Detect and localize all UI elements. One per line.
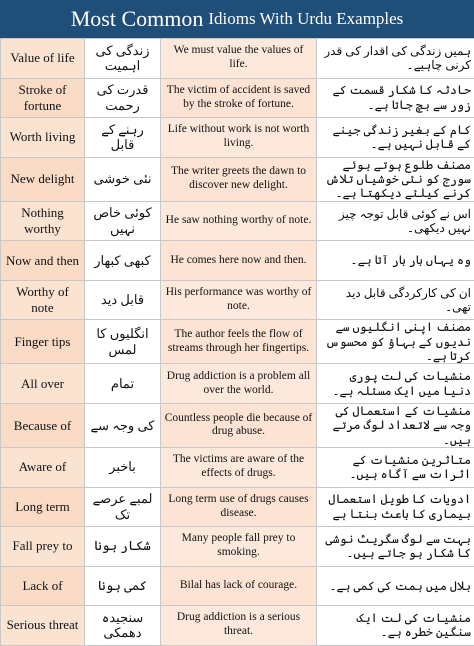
page-title bbox=[0, 0, 474, 38]
urdu-example-cell: حادثہ کا شکار قسمت کے زور سے بچ جاتا ہے۔ bbox=[317, 78, 474, 118]
urdu-example-cell: مصنف اپنی انگلیوں سے ندیوں کے بہاؤ کو محسوس کرتا ہے۔ bbox=[317, 320, 474, 364]
table-row bbox=[1, 403, 474, 447]
english-example-cell: He saw nothing worthy of note. bbox=[161, 201, 317, 241]
urdu-meaning-cell: انگلیوں کا لمس bbox=[85, 320, 161, 364]
table-row bbox=[1, 280, 474, 320]
idiom-cell: Worthy of note bbox=[1, 280, 85, 320]
idiom-cell: All over bbox=[1, 364, 85, 404]
title-main: Most Common bbox=[71, 6, 204, 32]
urdu-meaning-cell: تمام bbox=[85, 364, 161, 404]
idioms-table bbox=[0, 38, 474, 646]
english-example-cell: The victims are aware of the effects of drugs. bbox=[161, 448, 317, 488]
urdu-example-cell: کام کے بغیر زندگی جینے کے قابل نہیں ہے۔ bbox=[317, 118, 474, 158]
urdu-example-cell: وہ یہاں بار بار آتا ہے۔ bbox=[317, 241, 474, 281]
table-row bbox=[1, 606, 474, 646]
urdu-example-cell: متاثرین منشیات کے اثرات سے آگاہ ہیں۔ bbox=[317, 448, 474, 488]
urdu-meaning-cell: کی وجہ سے bbox=[85, 403, 161, 447]
idiom-cell: Now and then bbox=[1, 241, 85, 281]
idiom-cell: Worth living bbox=[1, 118, 85, 158]
english-example-cell: He comes here now and then. bbox=[161, 241, 317, 281]
table-row bbox=[1, 320, 474, 364]
urdu-meaning-cell: قدرت کی رحمت bbox=[85, 78, 161, 118]
urdu-example-cell: منشیات کی لت ایک سنگین خطرہ ہے۔ bbox=[317, 606, 474, 646]
idiom-cell: Aware of bbox=[1, 448, 85, 488]
table-row bbox=[1, 201, 474, 241]
idiom-cell: Long term bbox=[1, 487, 85, 527]
idiom-cell: Lack of bbox=[1, 566, 85, 606]
urdu-example-cell: اس نے کوئی قابل توجہ چیز نہیں دیکھی۔ bbox=[317, 201, 474, 241]
urdu-meaning-cell: باخبر bbox=[85, 448, 161, 488]
table-row bbox=[1, 448, 474, 488]
table-row bbox=[1, 527, 474, 567]
urdu-example-cell: مصنف طلوع ہوتے ہوئے سورج کو نئی خوشیاں تلاش کرنے کیلئے دیکھتا ہے۔ bbox=[317, 157, 474, 201]
table-row bbox=[1, 39, 474, 79]
urdu-example-cell: بہت سے لوگ سگریٹ نوشی کا شکار ہو جاتے ہیں۔ bbox=[317, 527, 474, 567]
urdu-meaning-cell: سنجیدہ دھمکی bbox=[85, 606, 161, 646]
urdu-example-cell: بلال میں ہمت کی کمی ہے۔ bbox=[317, 566, 474, 606]
english-example-cell: Many people fall prey to smoking. bbox=[161, 527, 317, 567]
english-example-cell: Long term use of drugs causes disease. bbox=[161, 487, 317, 527]
urdu-meaning-cell: زندگی کی اہمیت bbox=[85, 39, 161, 79]
title-rest: Idioms With Urdu Examples bbox=[208, 9, 403, 29]
idiom-cell: Serious threat bbox=[1, 606, 85, 646]
english-example-cell: We must value the values of life. bbox=[161, 39, 317, 79]
english-example-cell: His performance was worthy of note. bbox=[161, 280, 317, 320]
urdu-example-cell: ان کی کارکردگی قابل دید تھی۔ bbox=[317, 280, 474, 320]
urdu-meaning-cell: لمبے عرصے تک bbox=[85, 487, 161, 527]
english-example-cell: Countless people die because of drug abuse. bbox=[161, 403, 317, 447]
english-example-cell: Drug addiction is a problem all over the world. bbox=[161, 364, 317, 404]
urdu-example-cell: ہمیں زندگی کی اقدار کی قدر کرنی چاہیے۔ bbox=[317, 39, 474, 79]
table-row bbox=[1, 487, 474, 527]
table-row bbox=[1, 566, 474, 606]
english-example-cell: The author feels the flow of streams through her fingertips. bbox=[161, 320, 317, 364]
urdu-meaning-cell: نئی خوشی bbox=[85, 157, 161, 201]
idiom-cell: Fall prey to bbox=[1, 527, 85, 567]
idiom-cell: Value of life bbox=[1, 39, 85, 79]
english-example-cell: The victim of accident is saved by the stroke of fortune. bbox=[161, 78, 317, 118]
idiom-cell: Because of bbox=[1, 403, 85, 447]
urdu-example-cell: منشیات کے استعمال کی وجہ سے لاتعداد لوگ مرتے ہیں۔ bbox=[317, 403, 474, 447]
urdu-example-cell: ادویات کا طویل استعمال بیماری کا باعث بنتا ہے bbox=[317, 487, 474, 527]
idiom-cell: Finger tips bbox=[1, 320, 85, 364]
urdu-example-cell: منشیات کی لت پوری دنیا میں ایک مسئلہ ہے۔ bbox=[317, 364, 474, 404]
idiom-cell: Nothing worthy bbox=[1, 201, 85, 241]
urdu-meaning-cell: شکار ہونا bbox=[85, 527, 161, 567]
table-row bbox=[1, 364, 474, 404]
urdu-meaning-cell: قابل دید bbox=[85, 280, 161, 320]
idiom-cell: New delight bbox=[1, 157, 85, 201]
urdu-meaning-cell: کمی ہونا bbox=[85, 566, 161, 606]
idiom-cell: Stroke of fortune bbox=[1, 78, 85, 118]
english-example-cell: Drug addiction is a serious threat. bbox=[161, 606, 317, 646]
urdu-meaning-cell: رہنے کے قابل bbox=[85, 118, 161, 158]
english-example-cell: Life without work is not worth living. bbox=[161, 118, 317, 158]
english-example-cell: Bilal has lack of courage. bbox=[161, 566, 317, 606]
table-row bbox=[1, 157, 474, 201]
urdu-meaning-cell: کوئی خاص نہیں bbox=[85, 201, 161, 241]
english-example-cell: The writer greets the dawn to discover new delight. bbox=[161, 157, 317, 201]
table-row bbox=[1, 78, 474, 118]
table-row bbox=[1, 241, 474, 281]
table-row bbox=[1, 118, 474, 158]
urdu-meaning-cell: کبھی کبھار bbox=[85, 241, 161, 281]
